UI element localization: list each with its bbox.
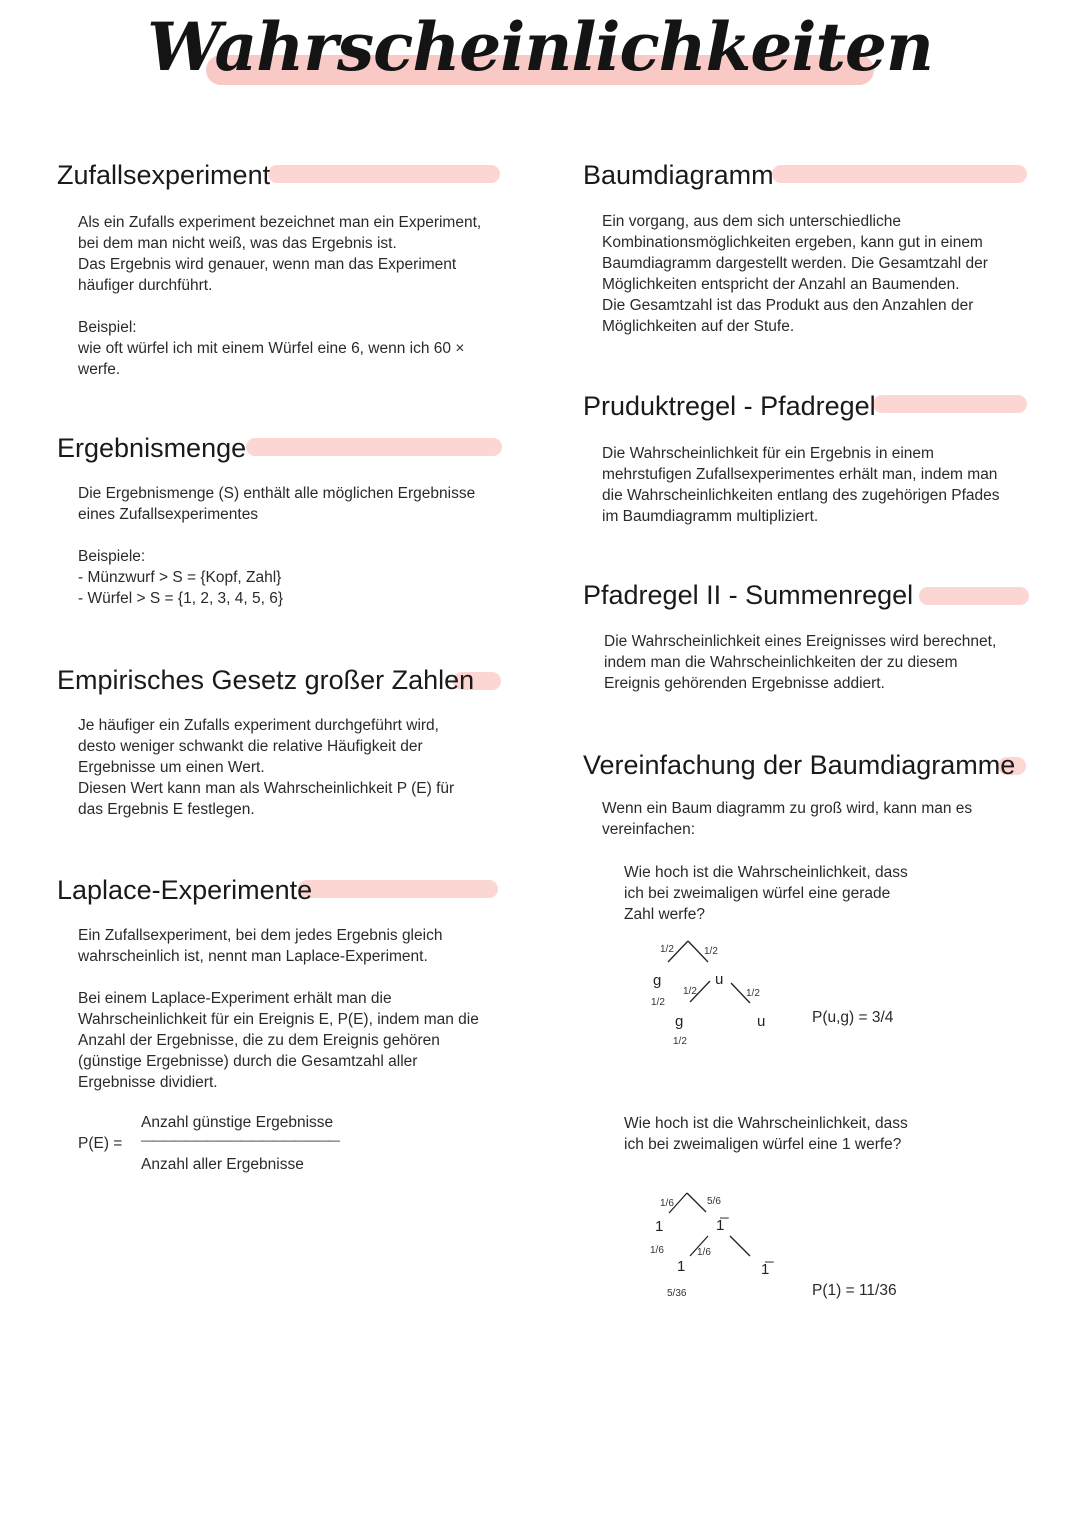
text-line: Die Wahrscheinlichkeit eines Ereignisses wird berechnet, <box>604 633 997 650</box>
formula-divider: —————————————————— <box>141 1133 339 1147</box>
text-line: indem man die Wahrscheinlichkeiten der zu diesem <box>604 654 958 671</box>
example2-question <box>624 1113 908 1155</box>
heading-empirisches-gesetz: Empirisches Gesetz großer Zahlen <box>57 665 475 695</box>
text-line: Möglichkeiten entspricht der Anzahl an Baumenden. <box>602 276 960 293</box>
text-line: Die Gesamtzahl ist das Produkt aus den Anzahlen der <box>602 297 974 314</box>
text-line: desto weniger schwankt die relative Häufigkeit der <box>78 738 423 755</box>
text-line: eines Zufallsexperimentes <box>78 506 259 523</box>
text-line: werfe. <box>78 361 121 378</box>
tree1-prob-leaf: 1/2 <box>673 1036 687 1047</box>
example1-result: P(u,g) = 3/4 <box>812 1009 894 1026</box>
text-line: Wenn ein Baum diagramm zu groß wird, kann man es <box>602 800 973 817</box>
heading-summenregel: Pfadregel II - Summenregel <box>583 580 914 610</box>
text-line: Möglichkeiten auf der Stufe. <box>602 318 795 335</box>
tree2-prob-not1-left: 1/6 <box>697 1247 711 1258</box>
tree2-leaf-1: 1 <box>677 1258 686 1275</box>
heading-laplace: Laplace-Experimente <box>57 875 313 905</box>
text-line: wahrscheinlich ist, nennt man Laplace-Experiment. <box>78 948 428 965</box>
tree2-leaf-not1: 1̅ <box>761 1261 770 1278</box>
tree2-prob-root-left: 1/6 <box>660 1198 674 1209</box>
text-line: Anzahl der Ergebnisse, die zu dem Ereignis gehören <box>78 1032 440 1049</box>
text-line: Wie hoch ist die Wahrscheinlichkeit, dass <box>624 864 908 881</box>
text-line: Zahl werfe? <box>624 906 705 923</box>
text-line: Die Ergebnismenge (S) enthält alle möglichen Ergebnisse <box>78 485 476 502</box>
text-line: Je häufiger ein Zufalls experiment durchgeführt wird, <box>78 717 439 734</box>
text-line: vereinfachen: <box>602 821 696 838</box>
text-line: Als ein Zufalls experiment bezeichnet man ein Experiment, <box>78 214 482 231</box>
text-line: Baumdiagramm dargestellt werden. Die Gesamtzahl der <box>602 255 988 272</box>
heading-ergebnismenge: Ergebnismenge <box>57 433 247 463</box>
tree1-prob-u-left: 1/2 <box>683 986 697 997</box>
text-line: Die Wahrscheinlichkeit für ein Ergebnis in einem <box>602 445 934 462</box>
tree1-node-g: g <box>653 972 662 989</box>
tree2-prob-root-right: 5/6 <box>707 1196 721 1207</box>
example2-result: P(1) = 11/36 <box>812 1282 897 1299</box>
text-line: - Würfel > S = {1, 2, 3, 4, 5, 6} <box>78 590 284 607</box>
text-line: Kombinationsmöglichkeiten ergeben, kann gut in einem <box>602 234 983 251</box>
tree1-node-u: u <box>715 971 724 988</box>
text-line: die Wahrscheinlichkeiten entlang des zugehörigen Pfades <box>602 487 1000 504</box>
tree1-leaf-u: u <box>757 1013 766 1030</box>
text-line: ich bei zweimaligen würfel eine gerade <box>624 885 891 902</box>
text-line: Ein Zufallsexperiment, bei dem jedes Ergebnis gleich <box>78 927 443 944</box>
tree2-branch-not1-right <box>730 1236 750 1256</box>
text-line: bei dem man nicht weiß, was das Ergebnis ist. <box>78 235 397 252</box>
text-line: im Baumdiagramm multipliziert. <box>602 508 819 525</box>
tree1-prob-root-left: 1/2 <box>660 944 674 955</box>
text-line: Ergebnisse dividiert. <box>78 1074 218 1091</box>
text-line: häufiger durchführt. <box>78 277 213 294</box>
text-line: - Münzwurf > S = {Kopf, Zahl} <box>78 569 282 586</box>
text-line: wie oft würfel ich mit einem Würfel eine 6, wenn ich 60 × <box>78 340 465 357</box>
tree1-prob-root-right: 1/2 <box>704 946 718 957</box>
text-line: Wie hoch ist die Wahrscheinlichkeit, dass <box>624 1115 908 1132</box>
heading-produktregel: Pruduktregel - Pfadregel <box>583 391 876 421</box>
tree2-node-not1: 1̅ <box>716 1217 725 1234</box>
heading-zufallsexperiment: Zufallsexperiment <box>57 160 271 190</box>
heading-vereinfachung: Vereinfachung der Baumdiagramme <box>583 750 1016 780</box>
heading-baumdiagramm: Baumdiagramm <box>583 160 774 190</box>
tree1-leaf-g: g <box>675 1013 684 1030</box>
text-line: mehrstufigen Zufallsexperimentes erhält man, indem man <box>602 466 998 483</box>
text-line: das Ergebnis E festlegen. <box>78 801 255 818</box>
text-line: Bei einem Laplace-Experiment erhält man die <box>78 990 392 1007</box>
text-line: (günstige Ergebnisse) durch die Gesamtzahl aller <box>78 1053 418 1070</box>
formula-denominator: Anzahl aller Ergebnisse <box>141 1156 304 1173</box>
text-line: ich bei zweimaligen würfel eine 1 werfe? <box>624 1136 902 1153</box>
text-line: Diesen Wert kann man als Wahrscheinlichkeit P (E) für <box>78 780 455 797</box>
text-line: Ereignis gehörenden Ergebnisse addiert. <box>604 675 885 692</box>
formula-numerator: Anzahl günstige Ergebnisse <box>141 1114 334 1131</box>
text-line: Wahrscheinlichkeit für ein Ereignis E, P(E), indem man die <box>78 1011 479 1028</box>
text-line: Ergebnisse um einen Wert. <box>78 759 265 776</box>
tree1-prob-g: 1/2 <box>651 997 665 1008</box>
formula-lhs: P(E) = <box>78 1135 123 1152</box>
text-line: Ein vorgang, aus dem sich unterschiedliche <box>602 213 901 230</box>
tree2-branch-root-right <box>687 1193 706 1212</box>
text-line: Beispiele: <box>78 548 146 565</box>
text-line: Beispiel: <box>78 319 137 336</box>
tree2-node-1: 1 <box>655 1218 664 1235</box>
text-line: Das Ergebnis wird genauer, wenn man das Experiment <box>78 256 457 273</box>
tree2-prob-1: 1/6 <box>650 1245 664 1256</box>
tree2-prob-leaf: 5/36 <box>667 1288 687 1299</box>
tree1-prob-u-right: 1/2 <box>746 988 760 999</box>
page-title: Wahrscheinlichkeiten <box>147 8 933 86</box>
